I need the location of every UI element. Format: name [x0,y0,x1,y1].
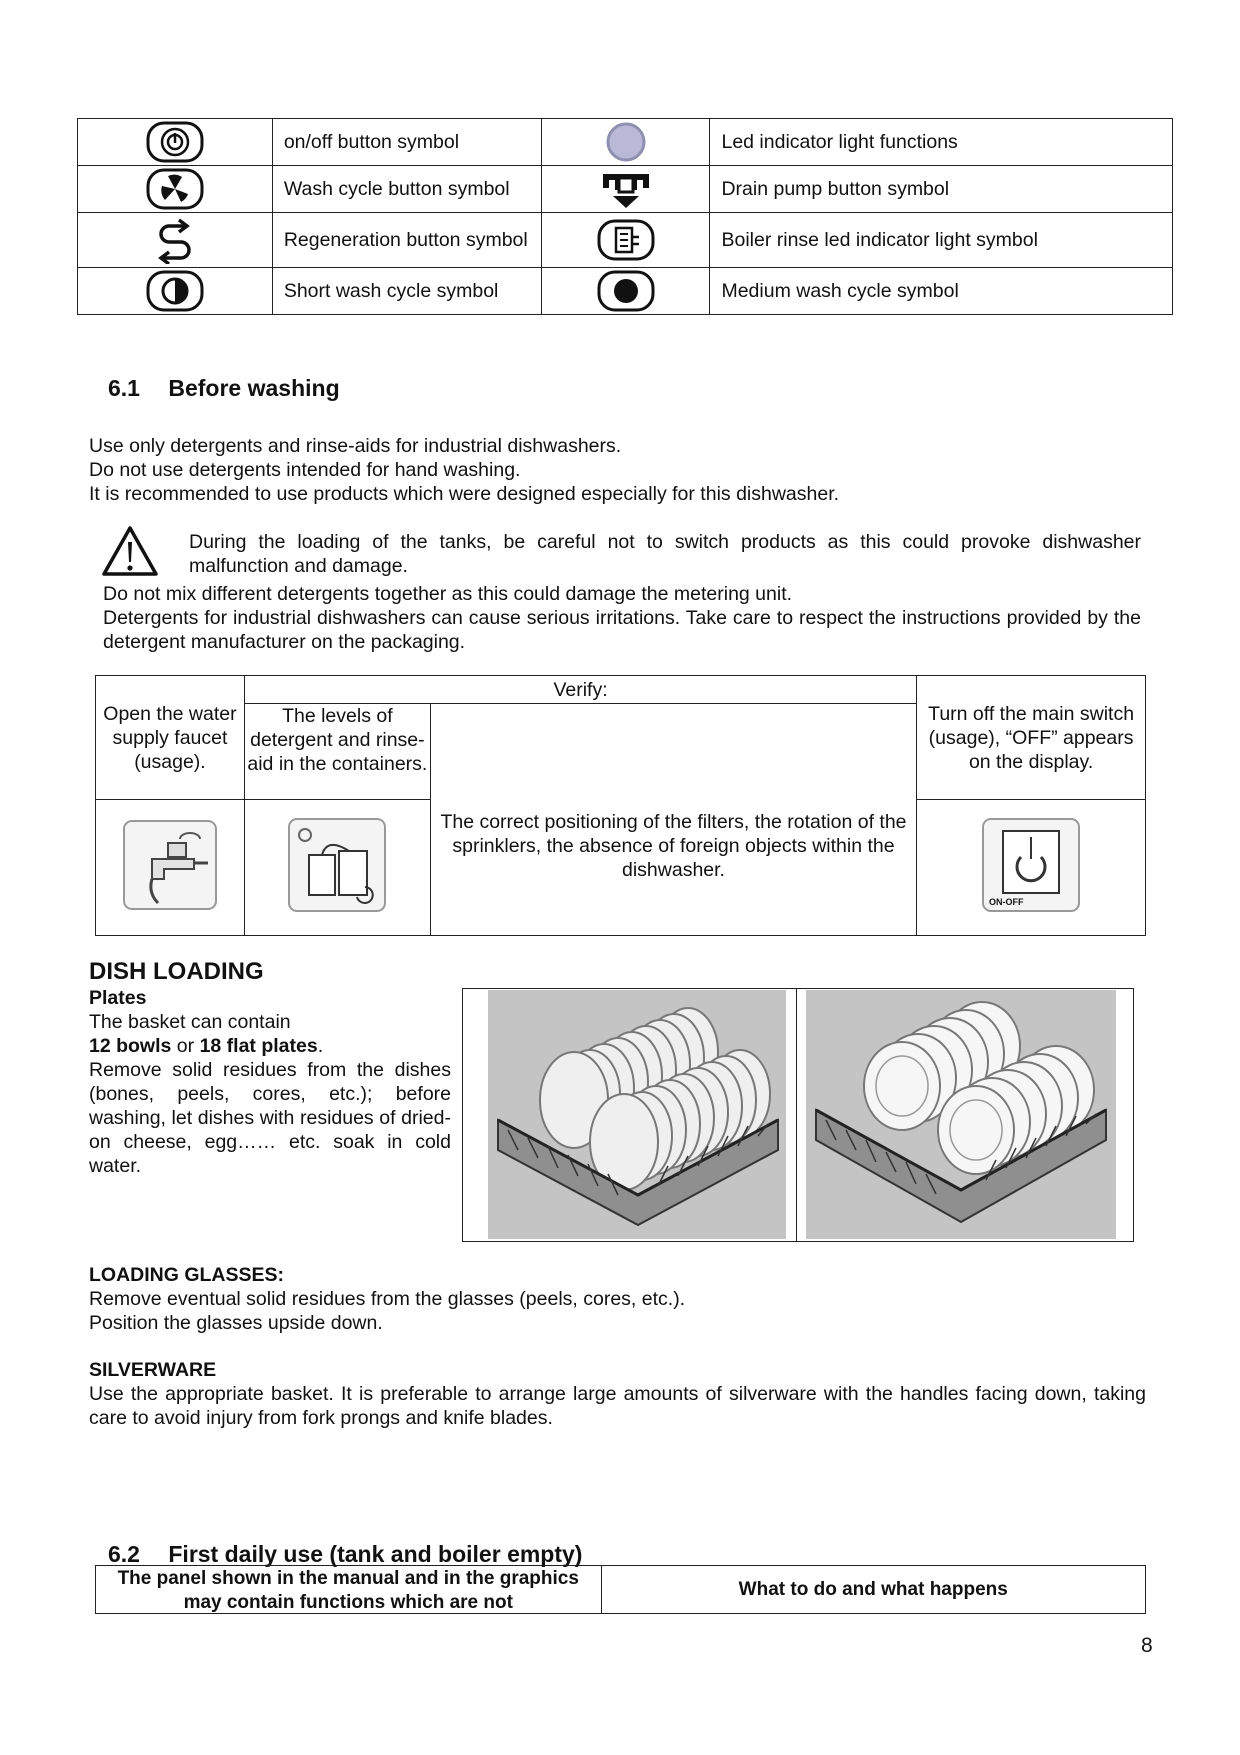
remove-residues-text: Remove solid residues from the dishes (bones, peels, cores, etc.); before washing, let dishes with residues of dried-on cheese, egg…… etc. soak in cold water. [89,1059,451,1177]
plates-photo-frame [462,988,1134,1242]
photo-divider [796,989,797,1241]
dish-loading-title: DISH LOADING [89,958,264,985]
flat-plates-in-rack-image [806,990,1116,1239]
symbol-icon-cell [78,119,273,166]
section-title: Before washing [168,375,340,401]
positioning-cell [430,704,916,936]
symbol-icon-cell [78,166,273,213]
period: . [317,1035,324,1057]
symbol-icon-cell [541,166,710,213]
first-use-col1-header [96,1566,602,1614]
silverware-title: SILVERWARE [89,1359,217,1381]
switch-picture-cell [917,800,1146,936]
symbol-table [77,118,1173,315]
symbol-row [78,166,1173,213]
section-heading-before-washing [108,375,340,402]
section-number: 6.1 [108,375,140,401]
capacity-line [89,1034,323,1058]
containers-picture-cell [244,800,430,936]
flat-plates-count: 18 flat plates [199,1035,318,1057]
faucet-picture-cell [96,800,245,936]
section-title: First daily use (tank and boiler empty) [168,1541,583,1567]
symbol-row [78,268,1173,315]
symbol-icon-cell [541,119,710,166]
first-use-col2-header: What to do and what happens [601,1566,1145,1614]
symbol-row [78,213,1173,268]
symbol-icon-cell [541,268,710,315]
or-text: or [176,1035,195,1057]
note-text: Detergents for industrial dishwashers can cause serious irritations. Take care to respect the instructions provided by the detergent manufacturer on the packaging. [103,607,1141,653]
open-faucet-cell: Open the water supply faucet (usage). [96,676,245,800]
detergent-containers-icon [287,817,387,913]
bowls-in-rack-image [488,990,786,1239]
warning-triangle-icon [101,524,159,580]
on-off-icon [146,121,204,163]
section-heading-first-use [108,1541,582,1568]
levels-cell: The levels of detergent and rinse-aid in the containers. [244,704,430,800]
faucet-icon [122,819,218,911]
regeneration-arrows-icon [153,216,197,264]
warning-text: During the loading of the tanks, be careful not to switch products as this could provoke dishwasher malfunction and damage. [189,531,1141,577]
symbol-label: on/off button symbol [272,119,541,166]
basket-text: The basket can contain [89,1011,291,1033]
led-indicator-icon [604,120,648,164]
bowls-count: 12 bowls [89,1035,172,1057]
short-wash-icon [146,270,204,312]
symbol-label: Boiler rinse led indicator light symbol [710,213,1173,268]
before-washing-line: It is recommended to use products which were designed especially for this dishwasher. [89,483,840,505]
plates-title: Plates [89,987,147,1009]
before-washing-line: Do not use detergents intended for hand washing. [89,459,521,481]
glasses-title: LOADING GLASSES: [89,1264,285,1286]
symbol-row [78,119,1173,166]
first-use-table [95,1565,1146,1614]
wash-cycle-fan-icon [146,168,204,210]
turn-off-cell: Turn off the main switch (usage), “OFF” appears on the display. [917,676,1146,800]
medium-wash-icon [597,270,655,312]
section-number: 6.2 [108,1541,140,1567]
symbol-label: Regeneration button symbol [272,213,541,268]
symbol-label: Short wash cycle symbol [272,268,541,315]
positioning-text: The correct positioning of the filters, the rotation of the sprinklers, the absence of foreign objects within the dishwasher. [440,811,907,881]
symbol-label: Drain pump button symbol [710,166,1173,213]
page-number: 8 [1141,1634,1153,1657]
symbol-label: Led indicator light functions [710,119,1173,166]
symbol-icon-cell [541,213,710,268]
silverware-text: Use the appropriate basket. It is preferable to arrange large amounts of silverware with the handles facing down, taking care to avoid injury from fork prongs and knife blades. [89,1383,1146,1429]
first-use-col1-text: The panel shown in the manual and in the graphics may contain functions which are not [117,1568,579,1613]
on-off-switch-icon [981,817,1081,913]
glasses-line: Remove eventual solid residues from the glasses (peels, cores, etc.). [89,1288,686,1310]
verify-table [95,675,1146,936]
symbol-label: Wash cycle button symbol [272,166,541,213]
symbol-label: Medium wash cycle symbol [710,268,1173,315]
drain-pump-icon [599,168,653,210]
glasses-line: Position the glasses upside down. [89,1312,383,1334]
symbol-icon-cell [78,268,273,315]
symbol-icon-cell [78,213,273,268]
verify-header: Verify: [244,676,916,704]
before-washing-line: Use only detergents and rinse-aids for industrial dishwashers. [89,435,622,457]
boiler-rinse-icon [597,219,655,261]
on-off-label: ON-OFF [989,896,1024,907]
note-text: Do not mix different detergents together as this could damage the metering unit. [103,583,793,605]
